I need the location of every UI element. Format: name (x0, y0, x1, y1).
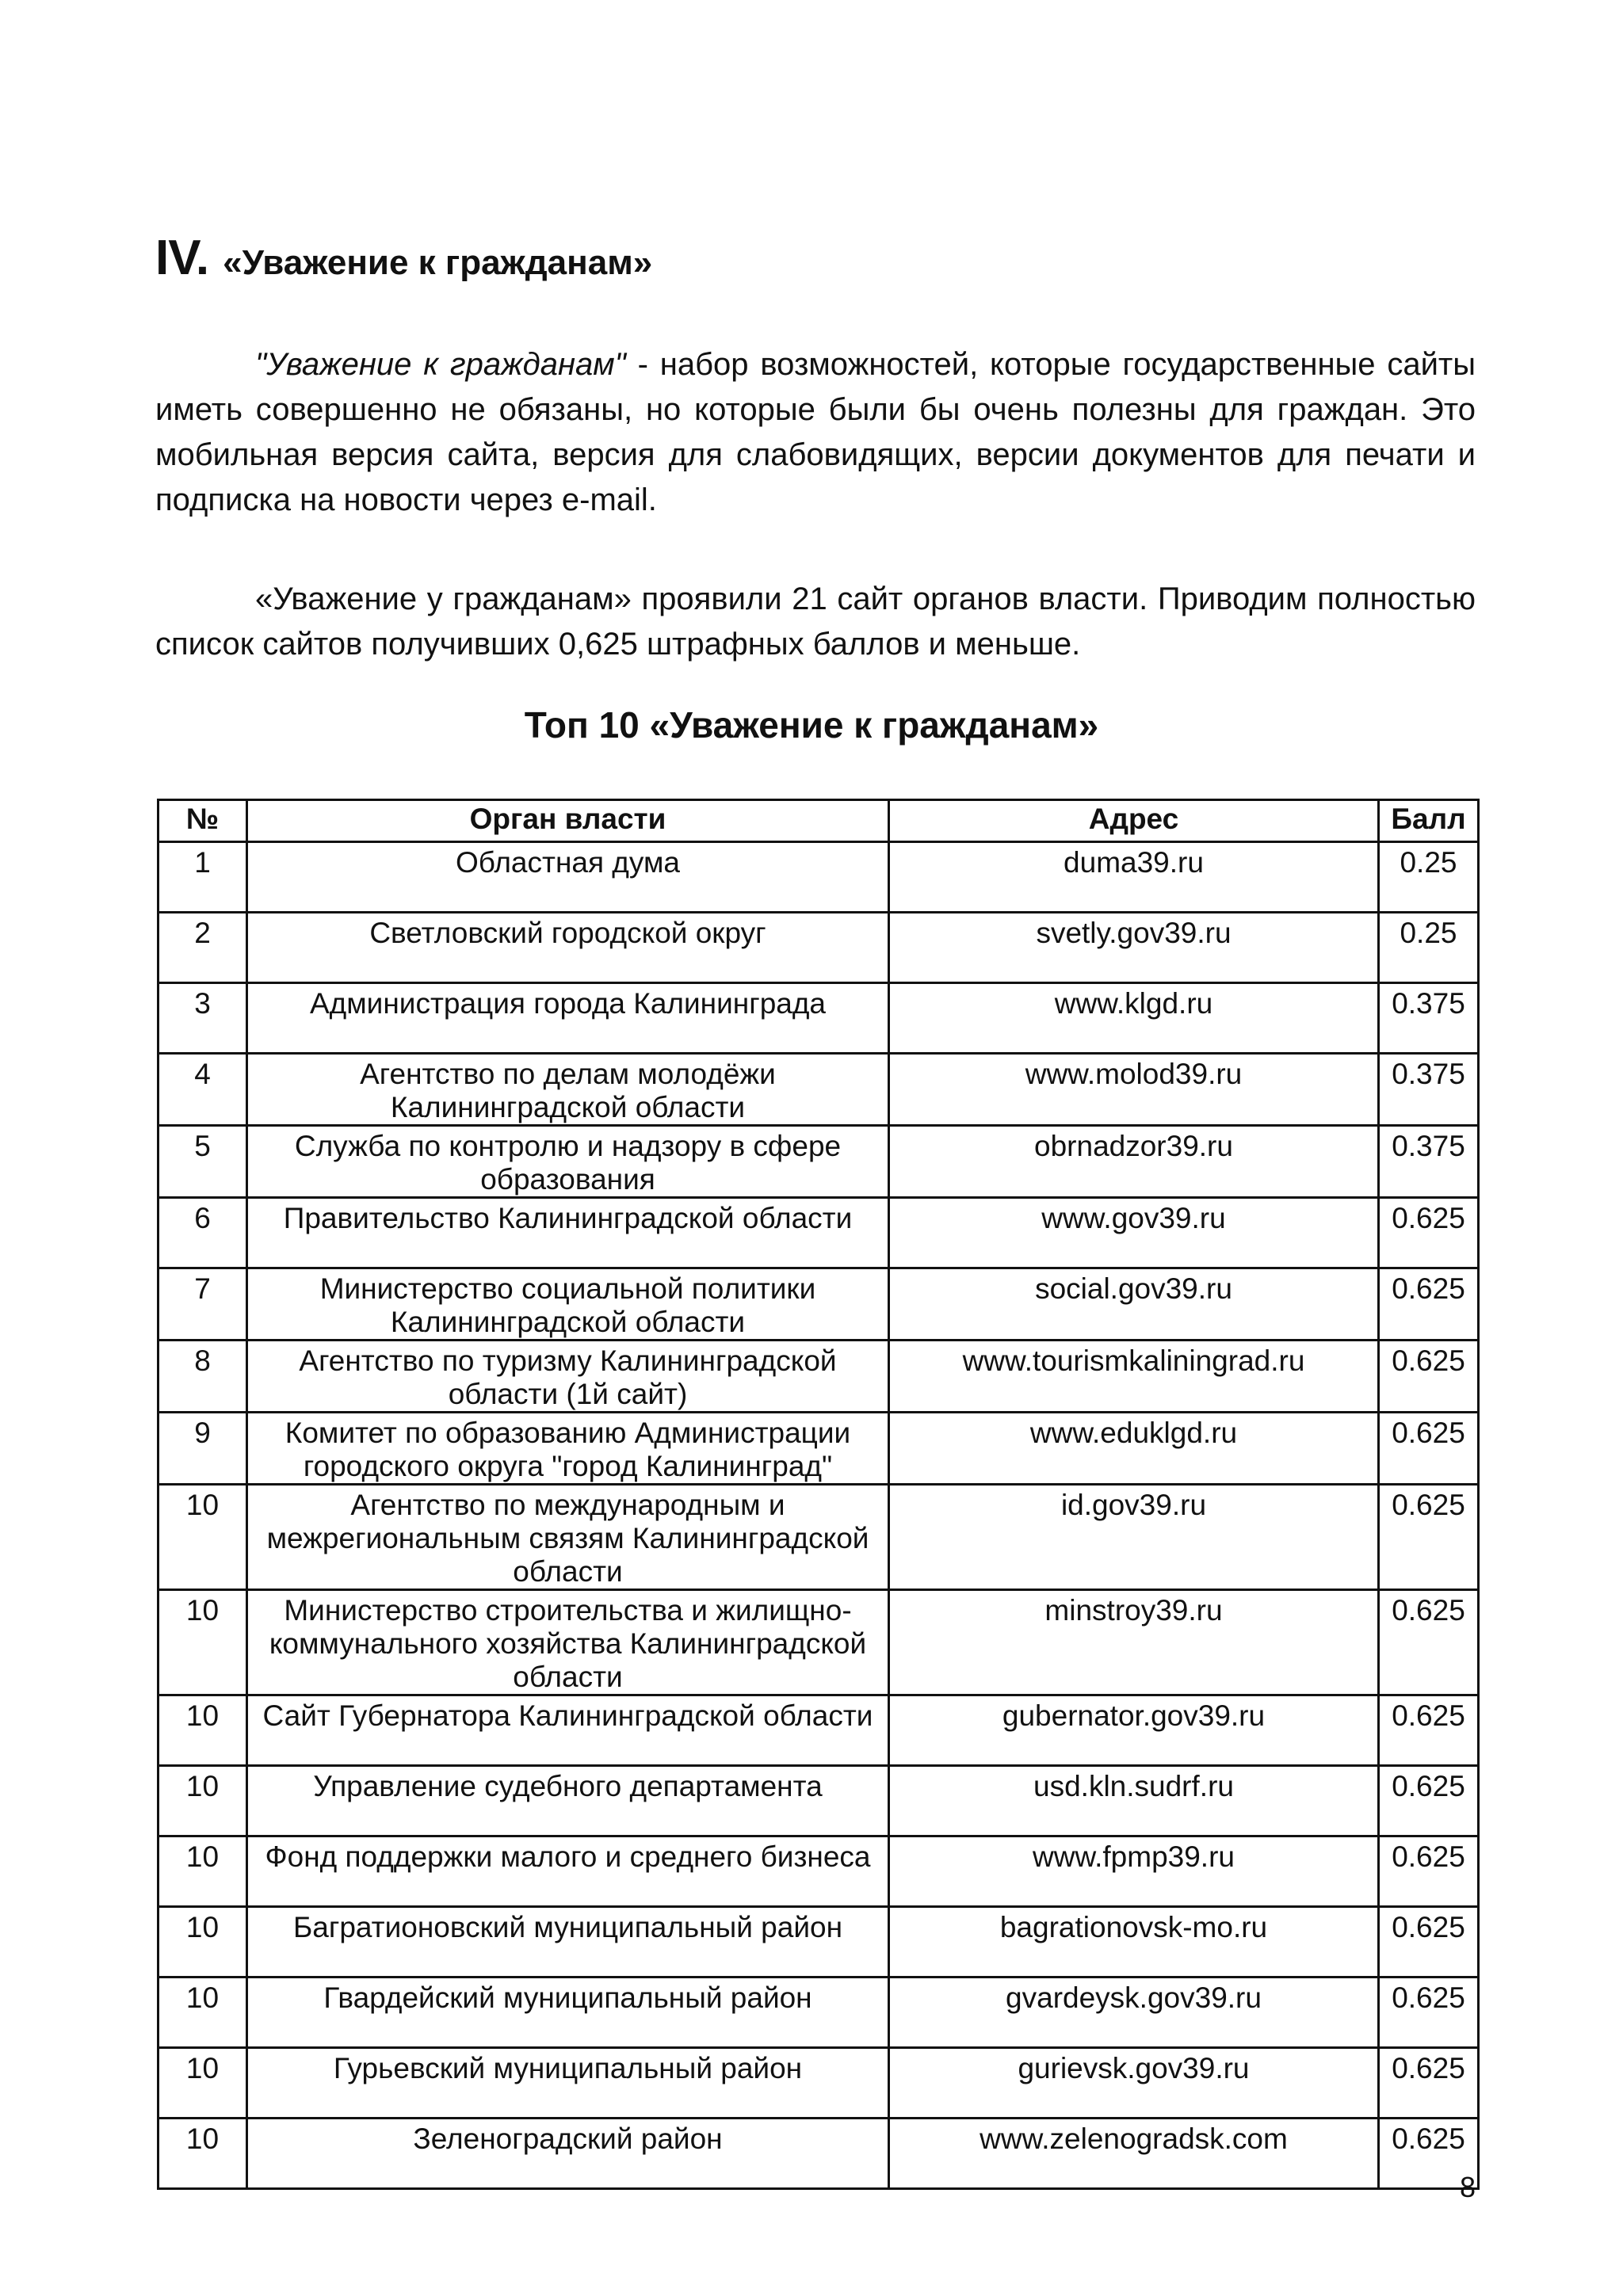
cell-num: 10 (158, 2119, 247, 2189)
cell-org: Зеленоградский район (247, 2119, 889, 2189)
cell-score: 0.625 (1379, 1413, 1479, 1485)
cell-org: Агентство по делам молодёжи Калининградской области (247, 1054, 889, 1126)
cell-score: 0.25 (1379, 842, 1479, 913)
cell-org: Гвардейский муниципальный район (247, 1978, 889, 2048)
cell-address: www.molod39.ru (889, 1054, 1379, 1126)
cell-num: 10 (158, 1590, 247, 1695)
table-row (158, 1198, 1479, 1268)
intro-paragraph (155, 342, 1476, 523)
header-address: Адрес (889, 800, 1379, 842)
table-row (158, 1413, 1479, 1485)
cell-org: Министерство социальной политики Калининградской области (247, 1268, 889, 1341)
cell-org: Правительство Калининградской области (247, 1198, 889, 1268)
cell-org: Управление судебного департамента (247, 1766, 889, 1836)
summary-paragraph (155, 577, 1476, 667)
cell-org: Министерство строительства и жилищно-коммунального хозяйства Калининградской области (247, 1590, 889, 1695)
cell-score: 0.375 (1379, 983, 1479, 1054)
cell-score: 0.625 (1379, 1341, 1479, 1413)
cell-org: Служба по контролю и надзору в сфере образования (247, 1126, 889, 1198)
cell-num: 6 (158, 1198, 247, 1268)
cell-address: www.gov39.ru (889, 1198, 1379, 1268)
cell-address: www.zelenogradsk.com (889, 2119, 1379, 2189)
intro-text: - набор возможностей, которые государственные сайты иметь совершенно не обязаны, но которые были бы очень полезны для граждан. Это мобильная версия сайта, версия для слабовидящих, версии документов для печати и подписка на новости через e-mail. (155, 347, 1476, 517)
cell-org: Гурьевский муниципальный район (247, 2048, 889, 2119)
cell-num: 10 (158, 1978, 247, 2048)
cell-score: 0.375 (1379, 1054, 1479, 1126)
cell-address: minstroy39.ru (889, 1590, 1379, 1695)
cell-org: Багратионовский муниципальный район (247, 1907, 889, 1978)
cell-num: 10 (158, 1836, 247, 1907)
table-row (158, 2119, 1479, 2189)
table-row (158, 983, 1479, 1054)
cell-score: 0.625 (1379, 2048, 1479, 2119)
cell-score: 0.625 (1379, 2119, 1479, 2189)
cell-org: Агентство по международным и межрегиональным связям Калининградской области (247, 1485, 889, 1590)
cell-num: 5 (158, 1126, 247, 1198)
table-row (158, 1054, 1479, 1126)
cell-score: 0.625 (1379, 1268, 1479, 1341)
cell-address: www.klgd.ru (889, 983, 1379, 1054)
cell-num: 2 (158, 913, 247, 983)
cell-num: 3 (158, 983, 247, 1054)
cell-score: 0.625 (1379, 1695, 1479, 1766)
table-row (158, 1126, 1479, 1198)
table-row (158, 1268, 1479, 1341)
cell-address: svetly.gov39.ru (889, 913, 1379, 983)
table-row (158, 1590, 1479, 1695)
cell-score: 0.625 (1379, 1485, 1479, 1590)
cell-num: 10 (158, 1907, 247, 1978)
header-org: Орган власти (247, 800, 889, 842)
cell-address: www.eduklgd.ru (889, 1413, 1379, 1485)
cell-address: www.tourismkaliningrad.ru (889, 1341, 1379, 1413)
cell-address: gubernator.gov39.ru (889, 1695, 1379, 1766)
summary-text: «Уважение у гражданам» проявили 21 сайт органов власти. Приводим полностью список сайтов получивших 0,625 штрафных баллов и меньше. (155, 582, 1476, 662)
cell-org: Областная дума (247, 842, 889, 913)
cell-num: 9 (158, 1413, 247, 1485)
ranking-table (157, 799, 1480, 2190)
cell-address: usd.kln.sudrf.ru (889, 1766, 1379, 1836)
page-number: 8 (1459, 2171, 1476, 2203)
table-row (158, 1907, 1479, 1978)
cell-address: obrnadzor39.ru (889, 1126, 1379, 1198)
table-caption: Топ 10 «Уважение к гражданам» (524, 704, 1099, 746)
cell-num: 10 (158, 1695, 247, 1766)
cell-num: 10 (158, 1485, 247, 1590)
table-row (158, 1766, 1479, 1836)
header-num: № (158, 800, 247, 842)
table-row (158, 1695, 1479, 1766)
cell-address: social.gov39.ru (889, 1268, 1379, 1341)
table-row (158, 1341, 1479, 1413)
cell-address: gvardeysk.gov39.ru (889, 1978, 1379, 2048)
cell-address: www.fpmp39.ru (889, 1836, 1379, 1907)
cell-num: 7 (158, 1268, 247, 1341)
section-heading (155, 230, 652, 286)
cell-org: Администрация города Калининграда (247, 983, 889, 1054)
table-row (158, 1978, 1479, 2048)
cell-address: duma39.ru (889, 842, 1379, 913)
cell-score: 0.625 (1379, 1198, 1479, 1268)
cell-org: Сайт Губернатора Калининградской области (247, 1695, 889, 1766)
cell-address: id.gov39.ru (889, 1485, 1379, 1590)
cell-score: 0.625 (1379, 1836, 1479, 1907)
cell-score: 0.375 (1379, 1126, 1479, 1198)
cell-address: gurievsk.gov39.ru (889, 2048, 1379, 2119)
cell-org: Комитет по образованию Администрации городского округа "город Калининград" (247, 1413, 889, 1485)
section-title: «Уважение к гражданам» (223, 243, 653, 282)
cell-org: Фонд поддержки малого и среднего бизнеса (247, 1836, 889, 1907)
cell-num: 1 (158, 842, 247, 913)
table-row (158, 842, 1479, 913)
table-row (158, 2048, 1479, 2119)
cell-num: 8 (158, 1341, 247, 1413)
cell-score: 0.625 (1379, 1907, 1479, 1978)
table-row (158, 913, 1479, 983)
table-row (158, 1485, 1479, 1590)
table-row (158, 1836, 1479, 1907)
intro-italic-lead: "Уважение к гражданам" (255, 347, 626, 382)
header-score: Балл (1379, 800, 1479, 842)
cell-score: 0.625 (1379, 1978, 1479, 2048)
cell-org: Агентство по туризму Калининградской области (1й сайт) (247, 1341, 889, 1413)
cell-score: 0.25 (1379, 913, 1479, 983)
cell-org: Светловский городской округ (247, 913, 889, 983)
cell-num: 10 (158, 1766, 247, 1836)
table-header-row (158, 800, 1479, 842)
cell-score: 0.625 (1379, 1590, 1479, 1695)
cell-score: 0.625 (1379, 1766, 1479, 1836)
cell-num: 4 (158, 1054, 247, 1126)
cell-address: bagrationovsk-mo.ru (889, 1907, 1379, 1978)
section-number: IV. (155, 231, 209, 285)
cell-num: 10 (158, 2048, 247, 2119)
